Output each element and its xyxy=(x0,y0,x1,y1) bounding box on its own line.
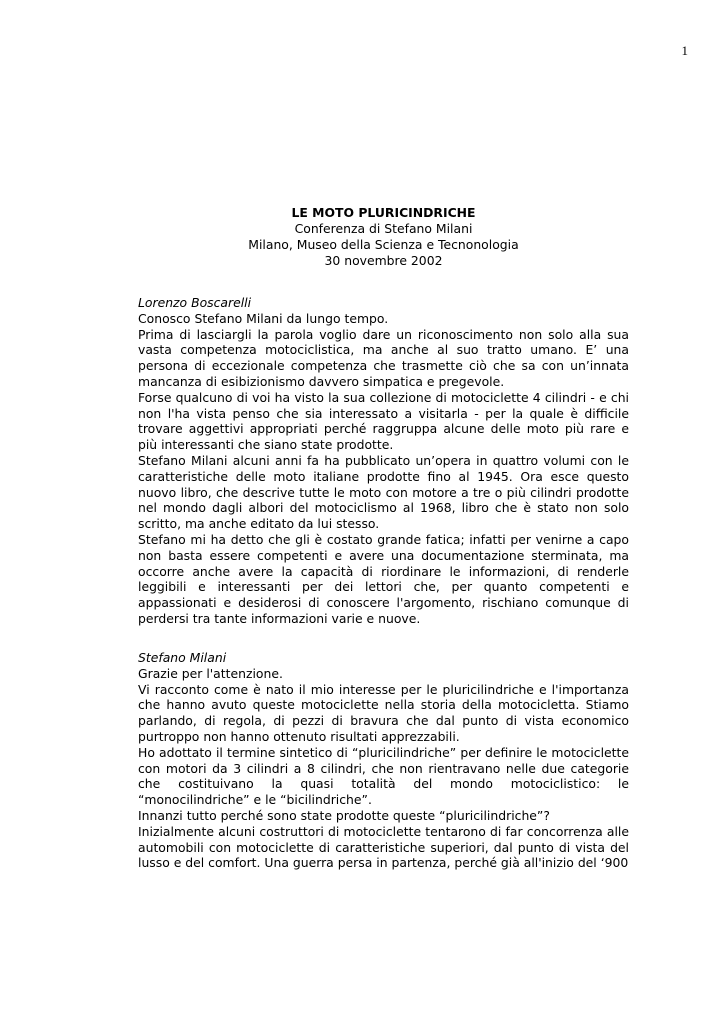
paragraph: Stefano mi ha detto che gli è costato grande fatica; infatti per venirne a capo non basta essere competenti e avere una documentazione sterminata, ma occorre anche avere la capacità di riordinare le informazioni, di renderle leggibili e interessanti per dei lettori che, per quanto competenti e appassionati e desiderosi di conoscere l'argomento, rischiano comunque di perdersi tra tante informazioni varie e nuove. xyxy=(138,531,629,626)
speech-section-milani xyxy=(138,650,629,871)
page-number: 1 xyxy=(681,43,688,58)
paragraph: Grazie per l'attenzione. xyxy=(138,665,283,681)
speaker-name: Stefano Milani xyxy=(138,650,227,665)
paragraph: Forse qualcuno di voi ha visto la sua collezione di motociclette 4 cilindri - e chi non l'ha vista penso che sia interessato a visitarla - per la quale è difficile trovare aggettivi appropriati perché raggruppa alcune delle moto più rare e più interessanti che siano state prodotte. xyxy=(138,389,629,453)
speech-section-boscarelli xyxy=(138,295,629,627)
paragraph: Innanzi tutto perché sono state prodotte queste “pluricilindriche”? xyxy=(138,807,550,823)
paragraph: Stefano Milani alcuni anni fa ha pubblicato un’opera in quattro volumi con le caratteristiche delle moto italiane prodotte fino al 1945. Ora esce questo nuovo libro, che descrive tutte le moto con motore a tre o più cilindri prodotte nel mondo dagli albori del motociclismo al 1968, libro che è stato non solo scritto, ma anche editato da lui stesso. xyxy=(138,452,629,532)
speaker-name: Lorenzo Boscarelli xyxy=(138,295,252,310)
paragraph: Inizialmente alcuni costruttori di motociclette tentarono di far concorrenza alle automobili con motociclette di caratteristiche superiori, dal punto di vista del lusso e del comfort. Una guerra persa in partenza, perché già all'inizio del ‘900 xyxy=(138,823,629,871)
paragraph: Conosco Stefano Milani da lungo tempo. xyxy=(138,310,389,326)
document-title: LE MOTO PLURICINDRICHE xyxy=(291,205,476,220)
document-header xyxy=(138,205,629,269)
paragraph: Vi racconto come è nato il mio interesse per le pluricilindriche e l'importanza che hanno avuto queste motociclette nella storia della motocicletta. Stiamo parlando, di regola, di pezzi di bravura che dal punto di vista economico purtroppo non hanno ottenuto risultati apprezzabili. xyxy=(138,681,629,744)
document-subtitle: Conferenza di Stefano Milani xyxy=(294,221,473,236)
paragraph: Prima di lasciargli la parola voglio dare un riconoscimento non solo alla sua vasta competenza motociclistica, ma anche al suo tratto umano. E’ una persona di eccezionale competenza che trasmette ciò che sa con un’innata mancanza di esibizionismo davvero simpatica e pregevole. xyxy=(138,326,629,389)
document-location: Milano, Museo della Scienza e Tecnonologia xyxy=(248,237,519,252)
paragraph: Ho adottato il termine sintetico di “pluricilindriche” per definire le motociclette con motori da 3 cilindri a 8 cilindri, che non rientravano nelle due categorie che costituivano la quasi totalità del mondo motociclistico: le “monocilindriche” e le “bicilindriche”. xyxy=(138,744,629,808)
document-date: 30 novembre 2002 xyxy=(324,253,443,268)
